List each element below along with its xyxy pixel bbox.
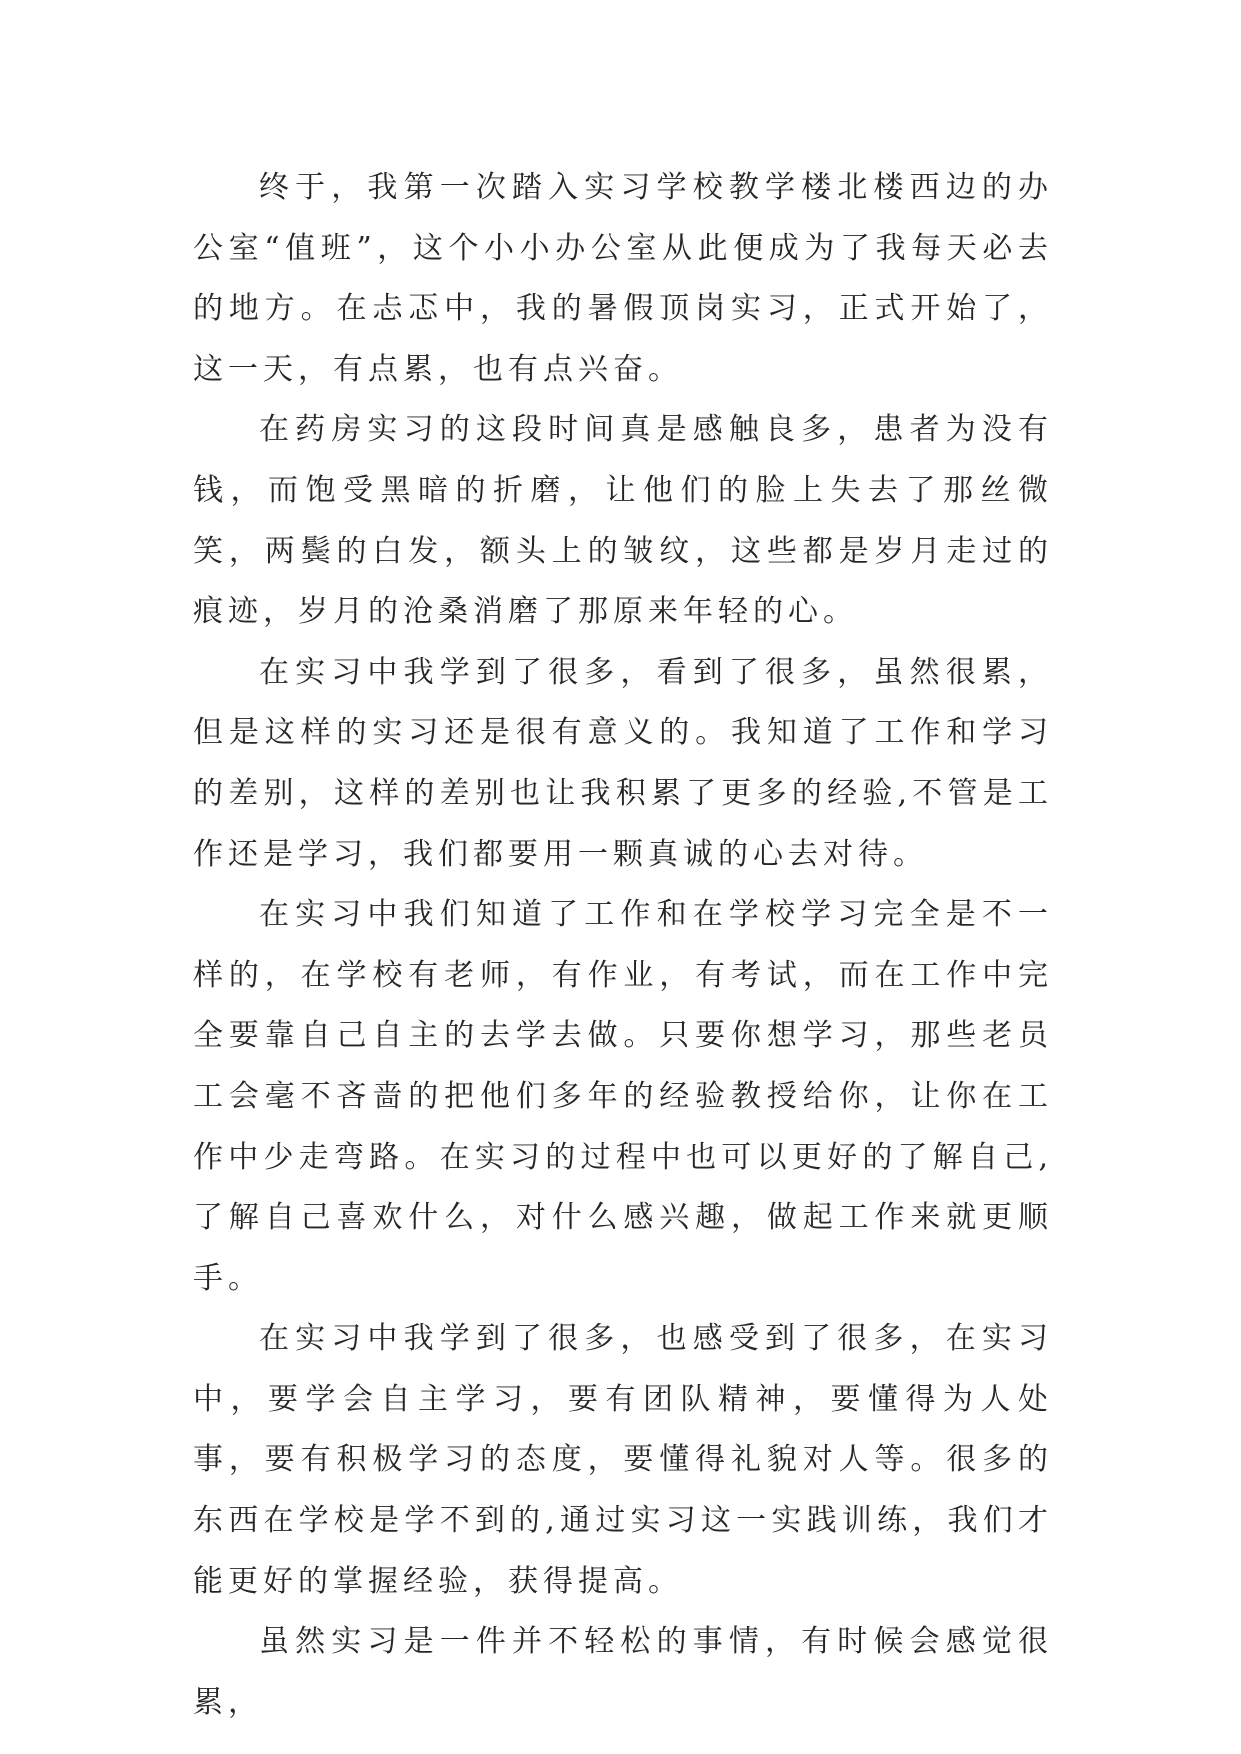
paragraph-3: 在实习中我学到了很多，看到了很多，虽然很累，但是这样的实习还是很有意义的。我知道了工作和学习的差别，这样的差别也让我积累了更多的经验,不管是工作还是学习，我们都要用一颗真诚的心去对待。 bbox=[193, 654, 1053, 872]
paragraph-2: 在药房实习的这段时间真是感触良多，患者为没有钱，而饱受黑暗的折磨，让他们的脸上失去了那丝微笑，两鬓的白发，额头上的皱纹，这些都是岁月走过的痕迹，岁月的沧桑消磨了那原来年轻的心。 bbox=[193, 412, 1053, 630]
paragraph-4: 在实习中我们知道了工作和在学校学习完全是不一样的，在学校有老师，有作业，有考试，而在工作中完全要靠自己自主的去学去做。只要你想学习，那些老员工会毫不吝啬的把他们多年的经验教授给你，让你在工作中少走弯路。在实习的过程中也可以更好的了解自己,了解自己喜欢什么，对什么感兴趣，做起工作来就更顺手。 bbox=[193, 897, 1053, 1296]
paragraph-1: 终于，我第一次踏入实习学校教学楼北楼西边的办公室“值班”，这个小小办公室从此便成为了我每天必去的地方。在忐忑中，我的暑假顶岗实习，正式开始了，这一天，有点累，也有点兴奋。 bbox=[193, 170, 1053, 387]
paragraph-6: 虽然实习是一件并不轻松的事情，有时候会感觉很累， bbox=[193, 1624, 1053, 1720]
document-body bbox=[193, 158, 1053, 1733]
paragraph-5: 在实习中我学到了很多，也感受到了很多，在实习中，要学会自主学习，要有团队精神，要懂得为人处事，要有积极学习的态度，要懂得礼貌对人等。很多的东西在学校是学不到的,通过实习这一实践训练，我们才能更好的掌握经验，获得提高。 bbox=[193, 1321, 1053, 1599]
